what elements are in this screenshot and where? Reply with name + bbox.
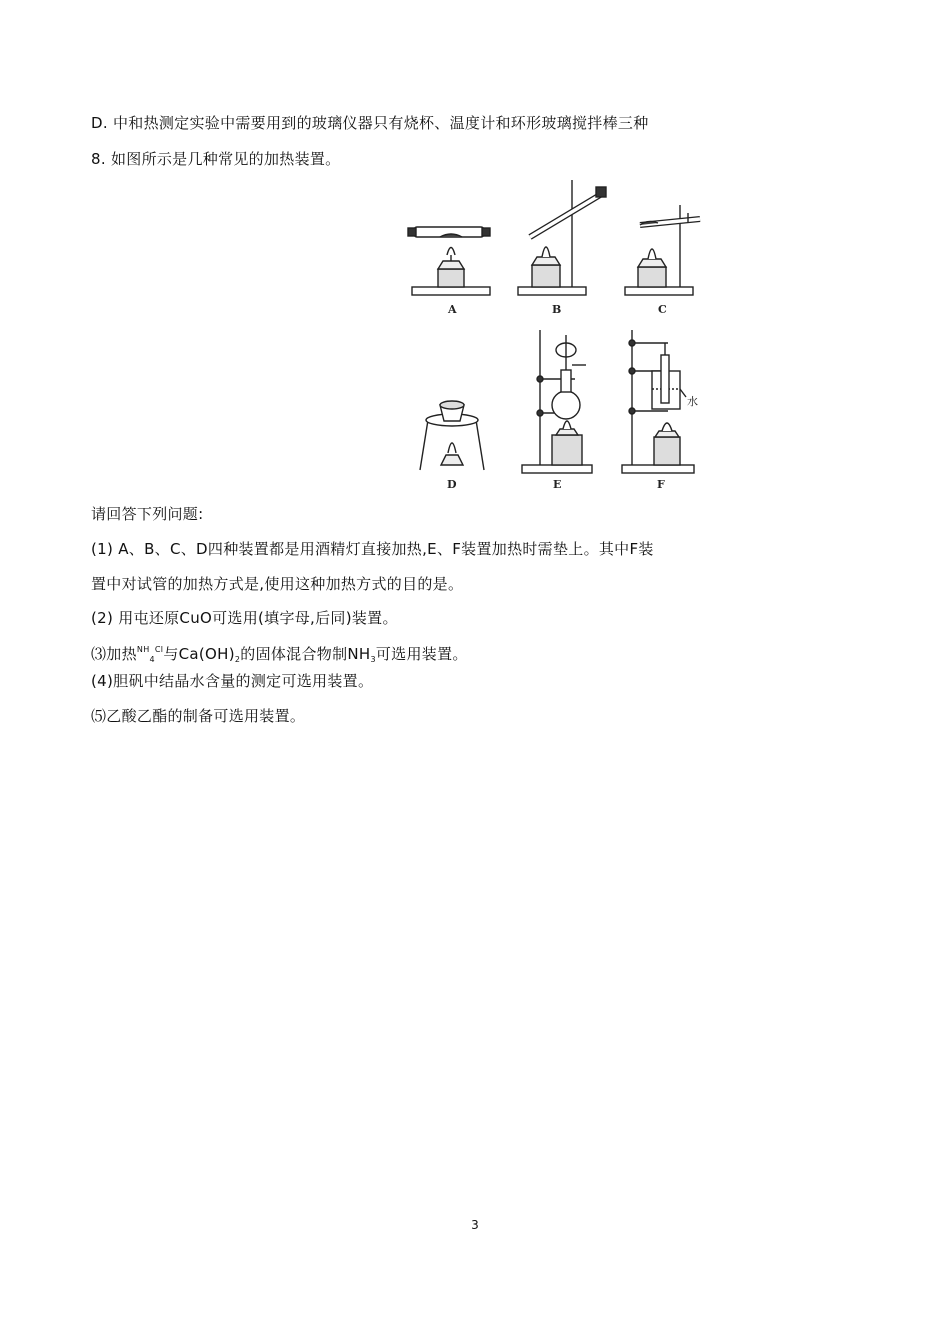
label-b: B xyxy=(552,303,562,316)
q3-pre: ⑶加热 xyxy=(91,645,137,663)
q3-sub2: 2 xyxy=(234,655,241,664)
q1-line-1: (1) A、B、C、D四种装置都是用酒精灯直接加热,E、F装置加热时需垫上。其中F装 xyxy=(91,540,654,558)
apparatus-c xyxy=(625,205,700,295)
heating-apparatus-figure xyxy=(400,175,720,495)
q3-sub3: 3 xyxy=(370,655,376,664)
option-d-text: D. 中和热测定实验中需要用到的玻璃仪器只有烧杯、温度计和环形玻璃搅拌棒三种 xyxy=(91,114,649,132)
q3-mid: 与Ca(OH) xyxy=(163,645,235,663)
apparatus-diagram xyxy=(400,175,720,495)
q3-cl-sup: Cl xyxy=(154,645,164,654)
apparatus-e xyxy=(522,330,592,473)
label-d: D xyxy=(447,478,457,491)
q3-nh4-sup: NH xyxy=(136,645,150,654)
q2-text: (2) 用屯还原CuO可选用(填字母,后同)装置。 xyxy=(91,609,398,627)
apparatus-f xyxy=(622,330,694,473)
apparatus-b xyxy=(518,180,606,295)
q3-text xyxy=(91,640,468,670)
question-8-stem: 8. 如图所示是几种常见的加热装置。 xyxy=(91,150,341,168)
label-f: F xyxy=(657,478,665,491)
q1-line-2: 置中对试管的加热方式是,使用这种加热方式的目的是。 xyxy=(91,575,464,593)
apparatus-d xyxy=(420,401,484,470)
answer-prompt: 请回答下列问题: xyxy=(91,505,204,523)
q5-text: ⑸乙酸乙酯的制备可选用装置。 xyxy=(91,707,306,725)
q3-nh4-sub: 4 xyxy=(149,655,155,664)
water-label: 水 xyxy=(687,395,698,408)
label-a: A xyxy=(448,303,457,316)
apparatus-a xyxy=(408,227,490,295)
q3-post: 可选用装置。 xyxy=(375,645,468,663)
label-c: C xyxy=(658,303,667,316)
q4-text: (4)胆矾中结晶水含量的测定可选用装置。 xyxy=(91,672,374,690)
page-number: 3 xyxy=(471,1218,479,1232)
label-e: E xyxy=(553,478,562,491)
q3-mid2: 的固体混合物制NH xyxy=(240,645,371,663)
